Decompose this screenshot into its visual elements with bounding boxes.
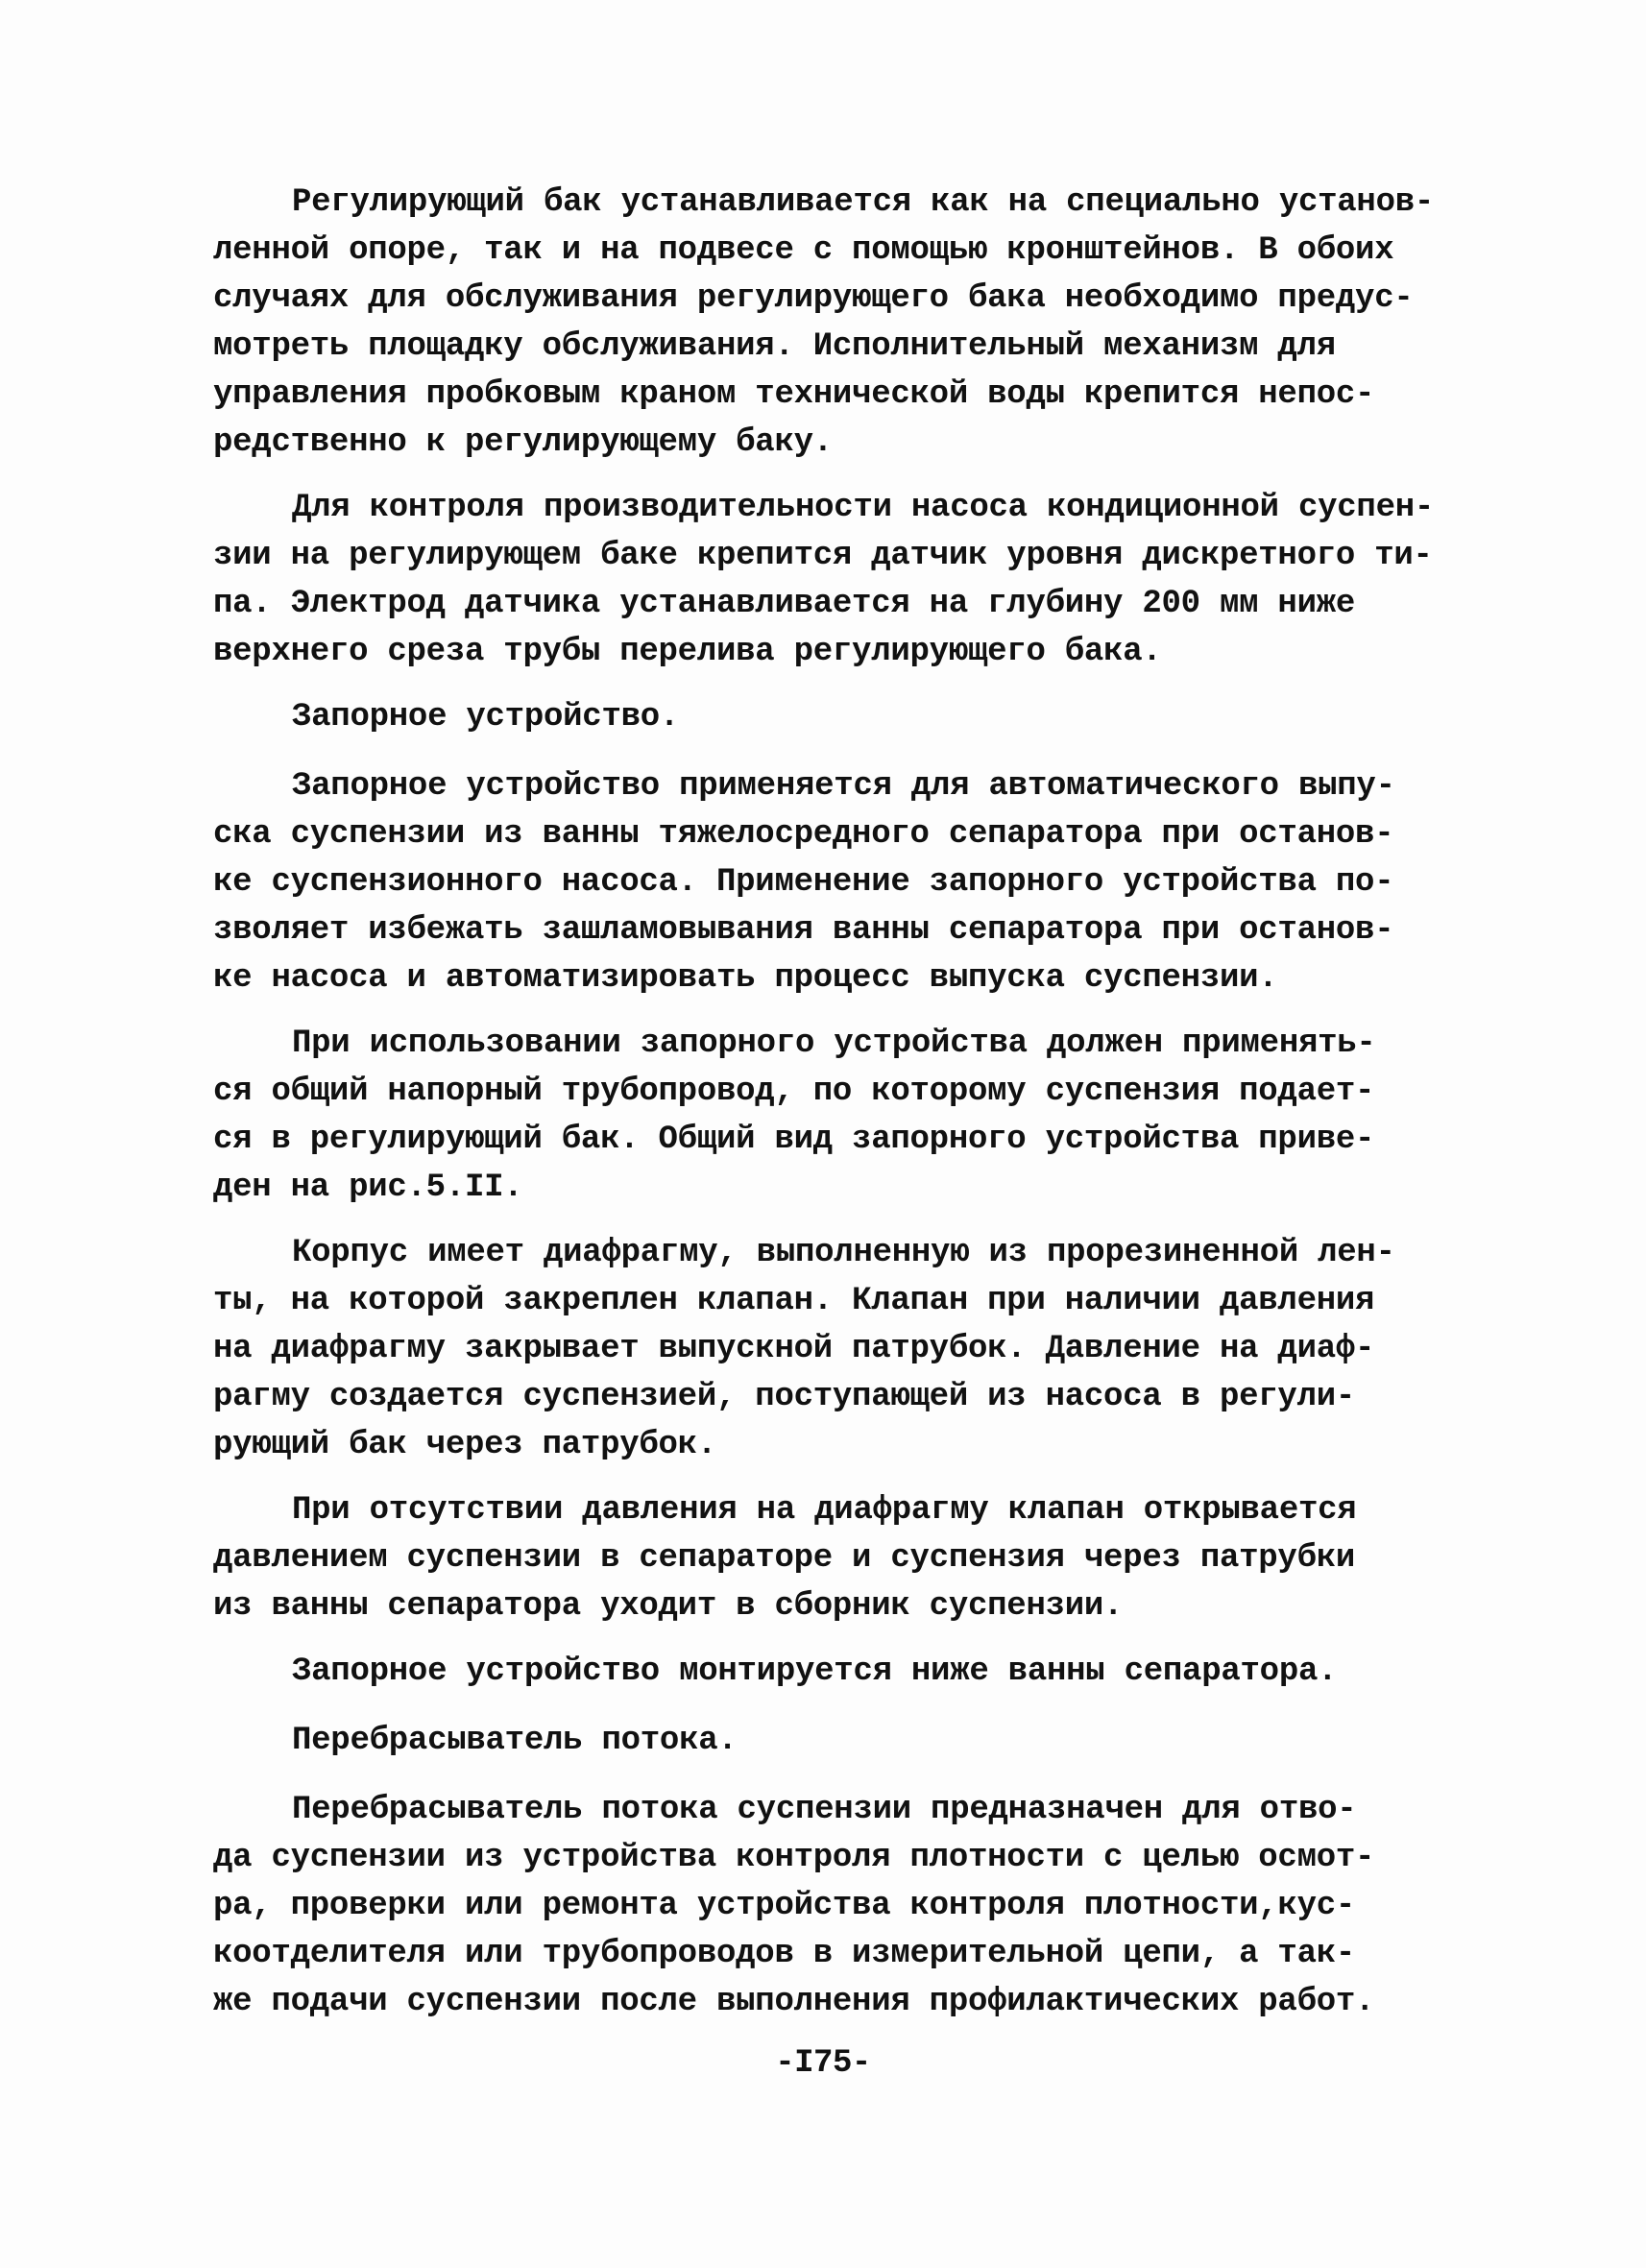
text-line: ленной опоре, так и на подвесе с помощью кронштейнов. В обоих [213,232,1394,269]
text-line: коотделителя или трубопроводов в измерительной цепи, а так- [213,1936,1356,1972]
text-line: да суспензии из устройства контроля плотности с целью осмот- [213,1840,1375,1876]
text-line: ся в регулирующий бак. Общий вид запорного устройства приве- [213,1122,1375,1158]
section-heading-flow-diverter [213,1717,1462,1765]
text-line: рагму создается суспензией, поступающей из насоса в регули- [213,1379,1356,1415]
text-line: па. Электрод датчика устанавливается на глубину 200 мм ниже [213,586,1356,622]
text-line: ден на рис.5.II. [213,1170,523,1206]
text-line: Для контроля производительности насоса кондиционной суспен- [292,490,1435,526]
text-line: верхнего среза трубы перелива регулирующего бака. [213,634,1162,670]
text-line: ты, на которой закреплен клапан. Клапан при наличии давления [213,1283,1375,1319]
text-line: мотреть площадку обслуживания. Исполнительный механизм для [213,328,1336,365]
text-line: из ванны сепаратора уходит в сборник суспензии. [213,1588,1124,1625]
text-line: Корпус имеет диафрагму, выполненную из прорезиненной лен- [292,1235,1395,1271]
text-line: При отсутствии давления на диафрагму клапан открывается [292,1492,1357,1529]
text-line: управления пробковым краном технической воды крепится непос- [213,376,1375,413]
text-line: ке суспензионного насоса. Применение запорного устройства по- [213,864,1394,901]
paragraph-level-sensor [213,484,1462,676]
heading-line: Запорное устройство. [292,699,680,736]
text-line: При использовании запорного устройства должен применять- [292,1025,1376,1062]
paragraph-shutoff-purpose [213,762,1462,1002]
text-line: ска суспензии из ванны тяжелосредного сепаратора при останов- [213,816,1394,853]
text-line: Перебрасыватель потока суспензии предназначен для отво- [292,1792,1357,1828]
text-line: ся общий напорный трубопровод, по которому суспензия подает- [213,1074,1375,1110]
text-line: ке насоса и автоматизировать процесс выпуска суспензии. [213,960,1278,997]
section-heading-shutoff-device [213,693,1462,741]
heading-line: Перебрасыватель потока. [292,1723,738,1759]
text-line: редственно к регулирующему баку. [213,424,833,461]
text-line: рующий бак через патрубок. [213,1427,716,1463]
text-line: же подачи суспензии после выполнения профилактических работ. [213,1984,1375,2020]
text-line: зии на регулирующем баке крепится датчик уровня дискретного ти- [213,538,1433,574]
text-line: Регулирующий бак устанавливается как на специально установ- [292,184,1435,221]
paragraph-flow-diverter [213,1786,1462,2026]
page-number: -I75- [775,2045,871,2082]
paragraph-housing-diaphragm [213,1229,1462,1469]
text-line: давлением суспензии в сепараторе и суспензия через патрубки [213,1540,1356,1577]
paragraph-regulating-tank [213,179,1462,467]
paragraph-mounting [213,1648,1462,1696]
paragraph-shutoff-usage [213,1020,1462,1212]
text-line: случаях для обслуживания регулирующего бака необходимо предус- [213,280,1414,317]
text-line: ра, проверки или ремонта устройства контроля плотности,кус- [213,1888,1356,1924]
text-line: Запорное устройство применяется для автоматического выпу- [292,768,1395,805]
paragraph-no-pressure [213,1486,1462,1630]
text-line: зволяет избежать зашламовывания ванны сепаратора при останов- [213,912,1394,949]
text-line: на диафрагму закрывает выпускной патрубок. Давление на диаф- [213,1331,1375,1367]
text-line: Запорное устройство монтируется ниже ванны сепаратора. [292,1653,1338,1690]
document-body [213,179,1462,2043]
